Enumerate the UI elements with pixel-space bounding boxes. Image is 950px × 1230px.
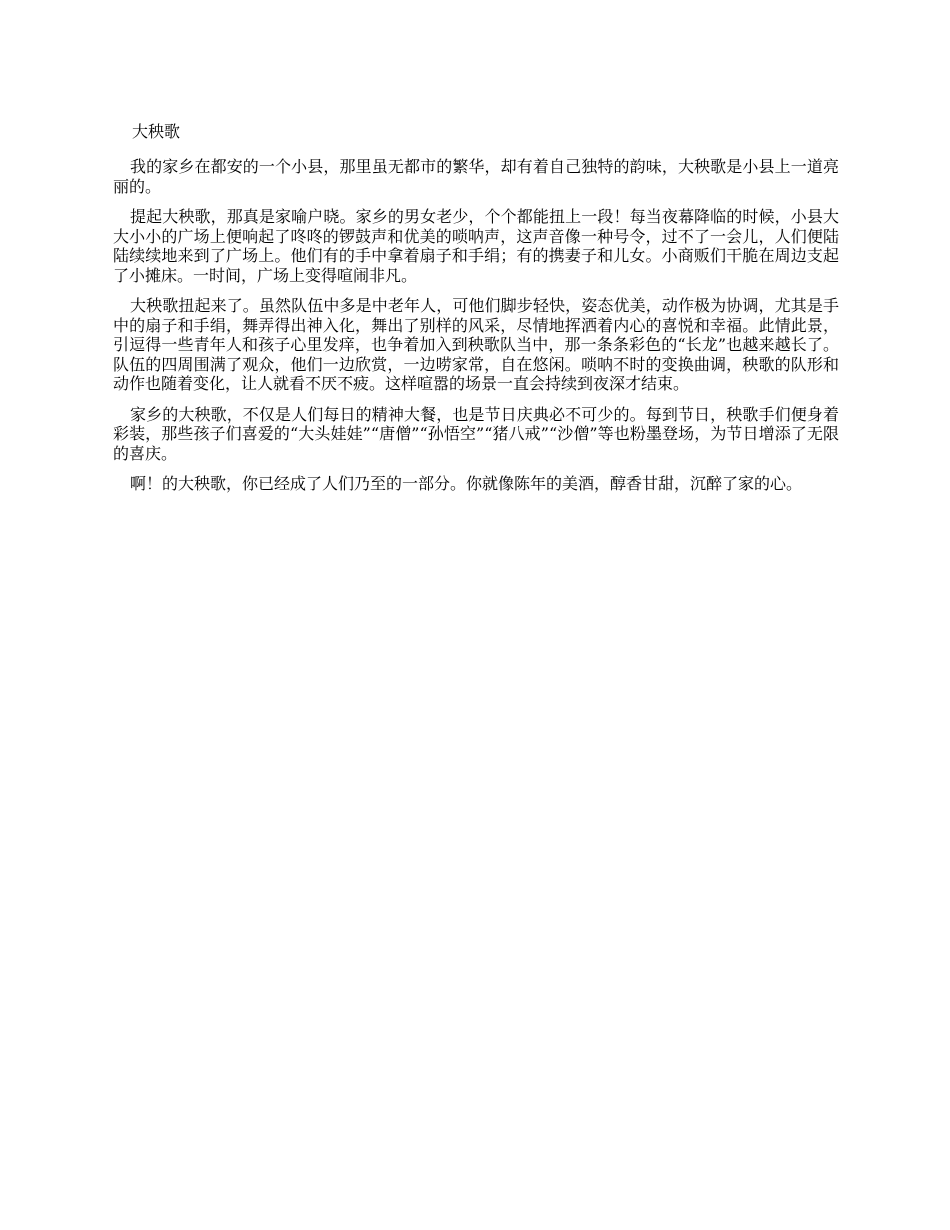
paragraph-5: 啊！的大秧歌，你已经成了人们乃至的一部分。你就像陈年的美酒，醇香甘甜，沉醉了家的心。 [130,474,803,493]
document-title: 大秧歌 [132,122,181,141]
paragraph-3: 大秧歌扭起来了。虽然队伍中多是中老年人，可他们脚步轻快，姿态优美，动作极为协调，尤其是手中的扇子和手绢，舞弄得出神入化，舞出了别样的风采，尽情地挥洒着内心的喜悦和幸福。此情此景，引逗得一些青年人和孩子心里发痒，也争着加入到秧歌队当中，那一条条彩色的“长龙”也越来越长了。队伍的四周围满了观众，他们一边欣赏，一边唠家常，自在悠闲。唢呐不时的变换曲调，秧歌的队形和动作也随着变化，让人就看不厌不疲。这样喧嚣的场景一直会持续到夜深才结束。 [113,296,839,393]
paragraph-2: 提起大秧歌，那真是家喻户晓。家乡的男女老少，个个都能扭上一段！每当夜幕降临的时候，小县大大小小的广场上便响起了咚咚的锣鼓声和优美的唢呐声，这声音像一种号令，过不了一会儿，人们便陆陆续续地来到了广场上。他们有的手中拿着扇子和手绢；有的携妻子和儿女。小商贩们干脆在周边支起了小摊床。一时间，广场上变得喧闹非凡。 [113,207,839,285]
paragraph-4: 家乡的大秧歌，不仅是人们每日的精神大餐，也是节日庆典必不可少的。每到节日，秧歌手们便身着彩装，那些孩子们喜爱的“大头娃娃”“唐僧”“孙悟空”“猪八戒”“沙僧”等也粉墨登场，为节日增添了无限的喜庆。 [113,404,839,463]
paragraph-1: 我的家乡在都安的一个小县，那里虽无都市的繁华，却有着自己独特的韵味，大秧歌是小县上一道亮丽的。 [113,157,839,196]
document-page [113,121,839,505]
